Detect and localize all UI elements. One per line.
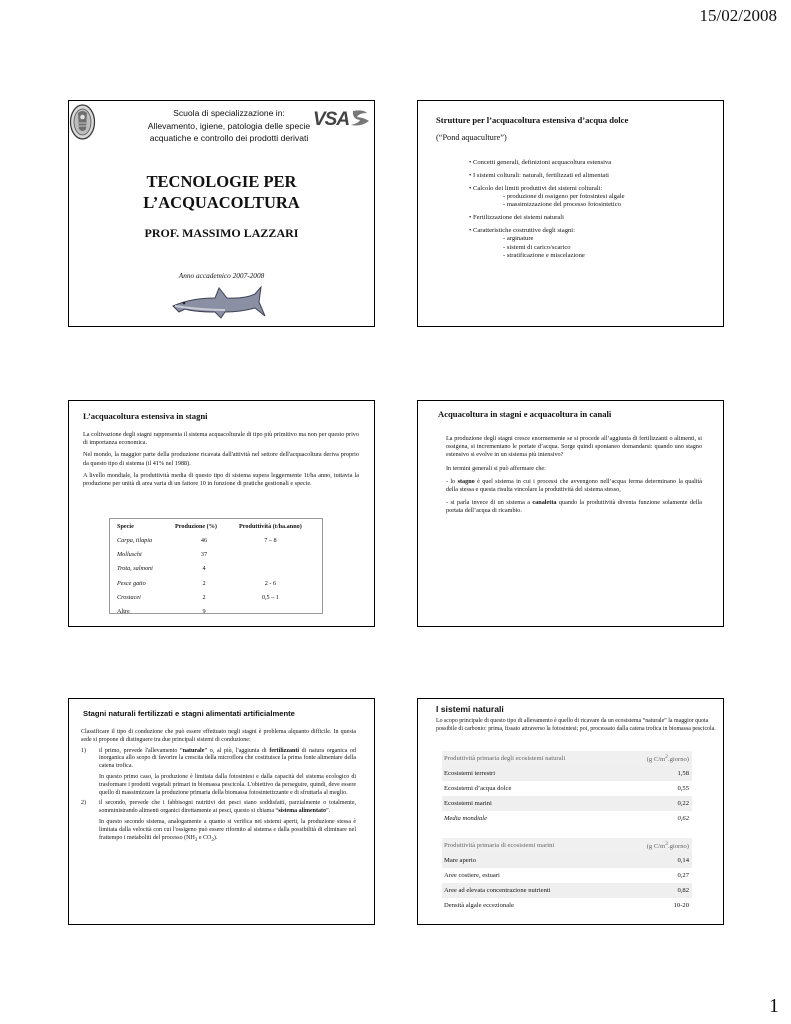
text-run: - lo — [446, 477, 458, 485]
slide-3-extensive — [68, 400, 375, 627]
paragraph: Classificare il tipo di conduzione che può essere effettuato negli stagni è problema alquanto difficile. In questa sede si propone di distinguere tra due principali sistemi di conduzione: — [81, 729, 356, 743]
text-run: il secondo, prevede che i fabbisogni nutritivi dei pesci siano soddisfatti, parzialmente o totalmente, somministrando alimenti organici direttamente ai pesci, questo si chiama “ — [99, 800, 356, 815]
production-cell: 2 — [202, 579, 206, 587]
table-header-row — [114, 520, 305, 533]
vsa-logo — [313, 107, 371, 129]
table-row — [442, 853, 692, 868]
outline-list — [469, 159, 719, 265]
slide-5-pond-types — [68, 698, 375, 925]
text-run: In questo secondo sistema, analogamente a quanto si verifica nei sistemi aperti, la produzione stessa è limitata dalla velocità con cui l'ossigeno può essere rifornito al sistema e dalla possibilità di eliminare nel frattempo i metaboliti del processo (NH — [99, 818, 356, 841]
item-text — [99, 748, 356, 771]
slide-2-outline — [417, 100, 724, 327]
text-run: di natura organica od inorganica allo scopo di favorire la crescita della microflora che costituisce la prima fonte alimentare della catena trofica. — [99, 747, 356, 770]
ecosystem-cell: Mare aperto — [442, 853, 619, 868]
paragraph: Nel mondo, la maggior parte della produzione ricavata dall'attività nel settore dell'acquacoltura deriva proprio da questo tipo di sistema (il 41% nel 1988). — [83, 451, 359, 467]
species-cell: Trota, salmoni — [117, 565, 153, 573]
slide-subtitle: (“Pond aquaculture”) — [436, 133, 507, 142]
vsa-logo-text: VSA — [313, 109, 350, 129]
paragraph — [446, 478, 702, 494]
list-item — [469, 227, 719, 260]
slide-title: Stagni naturali fertilizzati e stagni alimentati artificialmente — [83, 709, 295, 718]
ecosystem-cell: Media mondiale — [444, 815, 488, 822]
production-cell: 9 — [202, 608, 206, 616]
term-naturale: naturale — [182, 747, 205, 754]
term-sistema-alimentato: sistema alimentato — [278, 808, 327, 815]
item-number: 2) — [81, 800, 86, 807]
production-cell: 46 — [200, 536, 208, 544]
text-run: ”. — [326, 808, 331, 815]
table-row — [442, 796, 692, 811]
paragraph: In questo primo caso, la produzione è limitata dalla fotosintesi e dalla capacità del sistema ecologico di trasformare i prodotti vegetali primari in biomassa pescicola. L'obiettivo da perseguire, quindi, deve essere quello di massimizzare la produzione primaria della biomassa fotosintetizzante e di sfruttarla al meglio. — [99, 773, 356, 796]
ecosystem-cell: Aree ad elevata concentrazione nutrienti — [442, 883, 619, 898]
value-cell: 0,55 — [677, 785, 689, 792]
list-item — [469, 159, 719, 167]
value-cell: 1,58 — [624, 766, 692, 781]
school-line: Allevamento, igiene, patologia delle specie — [147, 120, 311, 131]
table-row — [114, 604, 305, 618]
ecosystem-cell: Ecosistemi d’acqua dolce — [444, 785, 512, 792]
item-number: 1) — [81, 747, 86, 754]
value-cell: 0,62 — [677, 815, 689, 822]
page-number: 1 — [769, 995, 779, 1017]
productivity-table-natural — [442, 751, 692, 826]
table-row — [442, 781, 692, 796]
school-line: acquatiche e controllo dei prodotti derivati — [149, 133, 309, 143]
slide-6-natural-systems — [417, 698, 724, 925]
slide-title: Strutture per l’acquacoltura estensiva d’acqua dolce — [436, 115, 629, 125]
superscript: 2 — [665, 753, 668, 760]
productivity-cell — [236, 547, 305, 561]
text-run: è quel sistema in cui i processi che avvengono nell’acqua ferma determinano la qualità della stessa e questa risulta vincolare la produttività del sistema stesso, — [446, 477, 703, 494]
species-cell: Crostacei — [117, 593, 141, 601]
species-cell: Pesce gatto — [117, 579, 146, 587]
paragraph: A livello mondiale, la produttività media di questo tipo di sistema supera leggermente 1t/ha anno, tuttavia la produzione per unità di area varia di un fattore 10 in funzione di pratiche gestionali e specie. — [83, 471, 359, 488]
value-cell: 10-20 — [673, 902, 689, 909]
table-row — [114, 533, 305, 547]
text-run: il primo, prevede l'allevamento “ — [99, 747, 183, 754]
productivity-cell: 0,5 – 1 — [261, 593, 279, 601]
ecosystem-cell: Densità algale eccezionale — [444, 902, 514, 909]
bullet-text: • Concetti generali, definizioni acquacoltura estensiva — [469, 159, 612, 166]
table-header-row — [442, 751, 692, 766]
subscript: 2 — [211, 837, 214, 843]
table-row — [442, 868, 692, 883]
slide-body — [81, 729, 356, 845]
slide-4-ponds-channels — [417, 400, 724, 627]
column-header: Produttività primaria di ecosistemi marini — [442, 838, 619, 853]
column-header: Produttività primaria degli ecosistemi naturali — [442, 751, 624, 766]
school-name — [129, 107, 329, 145]
productivity-table-marine — [442, 838, 692, 913]
paragraph — [446, 499, 702, 515]
text-run: .giorno) — [667, 843, 689, 851]
academic-year: Anno accademico 2007-2008 — [178, 271, 265, 280]
sub-item: - produzione di ossigeno per fotosintesi algale — [503, 193, 625, 201]
title-line: L’ACQUACOLTURA — [143, 193, 300, 212]
superscript: 2 — [665, 840, 668, 847]
bullet-text: • Fertilizzazione dei sistemi naturali — [469, 214, 564, 222]
table-row — [442, 898, 692, 913]
print-date: 15/02/2008 — [699, 6, 777, 25]
shark-illustration — [171, 286, 267, 324]
text-run: (g C/m — [646, 843, 666, 851]
slide-body — [446, 435, 702, 516]
table-row — [442, 811, 692, 826]
paragraph: La coltivazione degli stagni rappresenta il sistema acquacolturale di tipo più primitivo ma non per questo privo di importanza economica. — [83, 431, 359, 447]
table-row — [442, 883, 692, 898]
text-run: quando la produttività diventa funzione solamente della portata dell’acqua di ricambio. — [446, 499, 702, 515]
value-cell: 0,22 — [624, 796, 692, 811]
production-cell: 4 — [202, 565, 206, 573]
table-header-row — [442, 838, 692, 853]
term-fertilizzanti: fertilizzanti — [269, 747, 299, 754]
ecosystem-cell: Ecosistemi marini — [442, 796, 624, 811]
table-row — [114, 562, 305, 576]
unit-header — [624, 751, 692, 766]
text-run: (g C/m — [646, 756, 666, 764]
value-cell: 0,14 — [619, 853, 692, 868]
text-run: e CO — [197, 834, 212, 841]
bullet-text: • Caratteristiche costruttive degli stagni: — [469, 227, 575, 235]
title-line: TECNOLOGIE PER — [146, 172, 297, 191]
unit-header — [619, 838, 692, 853]
text-run: ” o, al più, l'aggiunta di — [204, 747, 270, 754]
species-cell: Altre — [117, 608, 130, 616]
sub-item: - massimizzazione del processo fotosintetico — [503, 201, 621, 209]
bullet-text: • I sistemi colturali: naturali, fertilizzati ed alimentati — [469, 171, 609, 179]
school-line: Scuola di specializzazione in: — [173, 108, 285, 118]
value-cell: 0,27 — [677, 872, 689, 879]
table-row — [114, 547, 305, 561]
university-seal-icon — [69, 103, 96, 141]
column-header: Specie — [117, 523, 134, 530]
slide-title: L’acquacoltura estensiva in stagni — [83, 411, 208, 421]
table-row — [442, 766, 692, 781]
paragraph: In termini generali si può affermare che: — [446, 464, 546, 472]
species-table — [114, 520, 305, 619]
list-item — [81, 800, 356, 816]
slide-title: Acquacoltura in stagni e acquacoltura in canali — [438, 409, 612, 419]
productivity-cell — [236, 604, 305, 618]
presentation-title — [69, 171, 374, 213]
item-text — [99, 800, 356, 816]
species-cell: Carpa, tilapia — [117, 536, 153, 544]
bullet-text: • Calcolo dei limiti produttivi dei sistemi colturali: — [469, 184, 603, 192]
ecosystem-cell: Ecosistemi terrestri — [442, 766, 624, 781]
sub-item: - sistemi di carico/scarico — [503, 243, 571, 251]
productivity-cell: 7 – 8 — [264, 536, 277, 544]
list-item — [469, 172, 719, 180]
sub-item: - stratificazione e miscelazione — [503, 252, 585, 260]
slide-title: I sistemi naturali — [436, 704, 504, 714]
slide-1-title — [68, 100, 375, 327]
productivity-cell: 2 - 6 — [264, 579, 277, 587]
column-header: Produttività (t/ha.anno) — [239, 523, 302, 530]
slide-body — [83, 431, 359, 488]
table-row — [114, 590, 305, 604]
text-run: ). — [213, 834, 218, 841]
subscript: 3 — [194, 837, 198, 843]
term-canaletta: canaletta — [532, 499, 557, 507]
text-run: - si parla invece di un sistema a — [446, 499, 533, 507]
production-cell: 2 — [202, 593, 206, 601]
list-item — [81, 748, 356, 771]
term-stagno: stagno — [457, 477, 475, 485]
table-row — [114, 576, 305, 590]
sub-item: - arginature — [503, 235, 534, 243]
paragraph — [99, 819, 356, 845]
slide-intro: Lo scopo principale di questo tipo di allevamento è quello di ricavare da un ecosistema “naturale” la maggior quota possibile di carbonio: prima, fissato attraverso la fotosintesi; poi, processato dalla catena trofica in biomassa pescicola. — [436, 718, 716, 732]
species-table-frame — [109, 518, 323, 614]
professor-name: PROF. MASSIMO LAZZARI — [144, 226, 299, 240]
list-item — [469, 214, 719, 222]
productivity-cell — [236, 562, 305, 576]
text-run: .giorno) — [667, 756, 689, 764]
paragraph: La produzione degli stagni cresce enormemente se si procede all’aggiunta di fertilizzanti o alimenti, si ossigena, si incrementano le portate d’acqua. Sorge quindi spontaneo domandarsi: quando uno stagno estensivo si evolve in un sistema più intensivo? — [446, 435, 702, 459]
column-header: Produzione (%) — [175, 523, 217, 530]
ecosystem-cell: Aree costiere, estuari — [444, 872, 500, 879]
value-cell: 0,82 — [619, 883, 692, 898]
species-cell: Molluschi — [117, 550, 142, 558]
list-item — [469, 185, 719, 210]
production-cell: 37 — [200, 550, 208, 558]
